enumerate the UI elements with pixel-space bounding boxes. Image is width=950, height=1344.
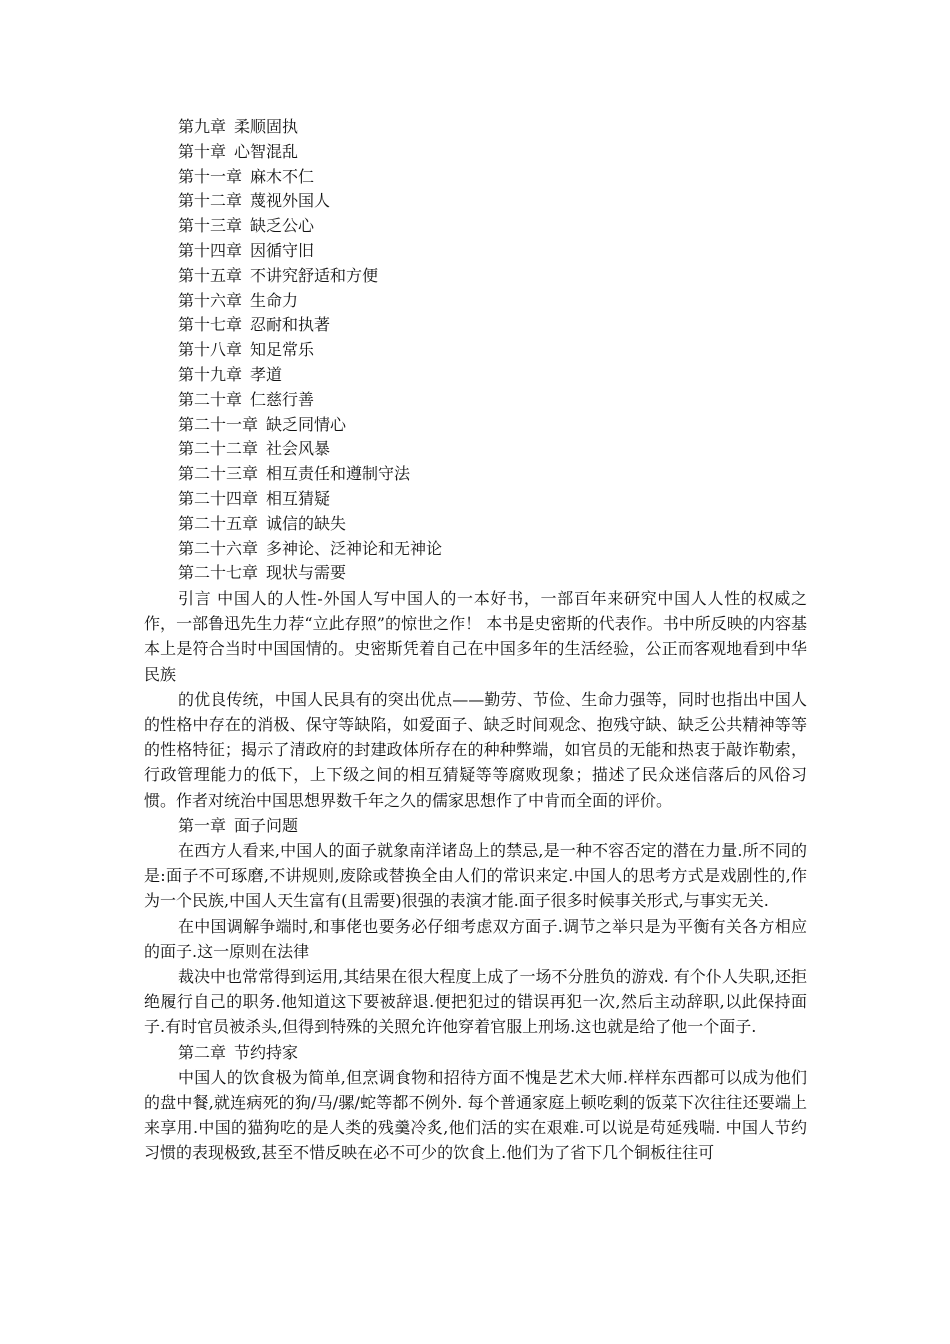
body-text [144, 586, 807, 1166]
toc-entry [178, 165, 818, 190]
toc-chapter-number: 第二十七章 [178, 563, 259, 583]
toc-chapter-title: 缺乏公心 [250, 216, 315, 236]
chapter-paragraph: 中国人的饮食极为简单,但烹调食物和招待方面不愧是艺术大师.样样东西都可以成为他们的盘中餐,就连病死的狗/马/骡/蛇等都不例外. 每个普通家庭上顿吃剩的饭菜下次往往还要端上来享用.中国的猫狗吃的是人类的残羹冷炙,他们活的实在艰难.可以说是苟延残喘. 中国人节约习惯的表现极致,甚至不惜反映在必不可少的饮食上.他们为了省下几个铜板往往可 [144, 1067, 807, 1163]
toc-chapter-title: 忍耐和执著 [250, 315, 331, 335]
toc-chapter-title: 现状与需要 [266, 563, 347, 583]
toc-chapter-number: 第十二章 [178, 191, 243, 211]
toc-chapter-title: 麻木不仁 [250, 166, 315, 186]
toc-chapter-title: 多神论、泛神论和无神论 [266, 538, 443, 558]
toc-chapter-title: 仁慈行善 [250, 389, 315, 409]
toc-chapter-number: 第十一章 [178, 166, 243, 186]
toc-entry [178, 413, 818, 438]
toc-entry [178, 264, 818, 289]
toc-entry [178, 537, 818, 562]
toc-chapter-number: 第十三章 [178, 216, 243, 236]
chapter-paragraph: 在西方人看来,中国人的面子就象南洋诸岛上的禁忌,是一种不容否定的潜在力量.所不同的是:面子不可琢磨,不讲规则,废除或替换全由人们的常识来定.中国人的思考方式是戏剧性的,作为一个民族,中国人天生富有(且需要)很强的表演才能.面子很多时候事关形式,与事实无关. [144, 841, 807, 911]
toc-chapter-number: 第二十一章 [178, 414, 259, 434]
toc-entry [178, 338, 818, 363]
chapter-paragraph: 裁决中也常常得到运用,其结果在很大程度上成了一场不分胜负的游戏. 有个仆人失职,还拒绝履行自己的职务.他知道这下要被辞退.便把犯过的错误再犯一次,然后主动辞职,以此保持面子.有时官员被杀头,但得到特殊的关照允许他穿着官服上刑场.这也就是给了他一个面子. [144, 967, 807, 1037]
chapter-heading [144, 813, 807, 838]
toc-entry [178, 487, 818, 512]
toc-chapter-number: 第二十六章 [178, 538, 259, 558]
toc-chapter-number: 第十六章 [178, 290, 243, 310]
chapter-paragraph: 在中国调解争端时,和事佬也要务必仔细考虑双方面子.调节之举只是为平衡有关各方相应的面子.这一原则在法律 [144, 916, 807, 961]
toc-entry [178, 140, 818, 165]
toc-chapter-title: 知足常乐 [250, 340, 315, 360]
toc-chapter-number: 第二十章 [178, 389, 243, 409]
toc-chapter-number: 第十五章 [178, 265, 243, 285]
toc-entry [178, 462, 818, 487]
table-of-contents [178, 115, 818, 586]
chapter-title: 节约持家 [234, 1042, 299, 1062]
toc-entry [178, 363, 818, 388]
toc-entry [178, 437, 818, 462]
toc-entry [178, 289, 818, 314]
toc-chapter-title: 相互责任和遵制守法 [266, 464, 411, 484]
toc-entry [178, 313, 818, 338]
toc-chapter-title: 生命力 [250, 290, 299, 310]
toc-chapter-title: 柔顺固执 [234, 117, 299, 136]
toc-chapter-number: 第二十五章 [178, 513, 259, 533]
toc-entry [178, 512, 818, 537]
chapter-title: 面子问题 [234, 815, 299, 835]
chapter-number: 第二章 [178, 1042, 227, 1062]
toc-chapter-title: 不讲究舒适和方便 [250, 265, 379, 285]
toc-chapter-number: 第十九章 [178, 364, 243, 384]
toc-entry [178, 115, 818, 140]
toc-chapter-number: 第二十二章 [178, 439, 259, 459]
toc-chapter-title: 孝道 [250, 364, 283, 384]
toc-chapter-number: 第十章 [178, 141, 227, 161]
toc-chapter-title: 因循守旧 [250, 240, 315, 260]
toc-chapter-number: 第九章 [178, 117, 227, 136]
chapter-number: 第一章 [178, 815, 227, 835]
intro-paragraph-continued: 的优良传统，中国人民具有的突出优点——勤劳、节俭、生命力强等，同时也指出中国人的性格中存在的消极、保守等缺陷，如爱面子、缺乏时间观念、抱残守缺、缺乏公共精神等等的性格特征；揭示了清政府的封建政体所存在的种种弊端，如官员的无能和热衷于敲诈勒索，行政管理能力的低下，上下级之间的相互猜疑等等腐败现象；描述了民众迷信落后的风俗习惯。作者对统治中国思想界数千年之久的儒家思想作了中肯而全面的评价。 [144, 689, 807, 810]
toc-chapter-title: 相互猜疑 [266, 488, 331, 508]
toc-entry [178, 239, 818, 264]
toc-chapter-title: 缺乏同情心 [266, 414, 347, 434]
toc-chapter-title: 蔑视外国人 [250, 191, 331, 211]
intro-paragraph: 引言 中国人的人性-外国人写中国人的一本好书，一部百年来研究中国人人性的权威之作，一部鲁迅先生力荐“立此存照”的惊世之作！ 本书是史密斯的代表作。书中所反映的内容基本上是符合当时中国国情的。史密斯凭着自己在中国多年的生活经验，公正而客观地看到中华民族 [144, 589, 807, 684]
toc-chapter-number: 第十七章 [178, 315, 243, 335]
chapter-heading [144, 1040, 807, 1065]
toc-entry [178, 214, 818, 239]
toc-chapter-number: 第二十三章 [178, 464, 259, 484]
toc-chapter-number: 第十四章 [178, 240, 243, 260]
toc-entry [178, 561, 818, 586]
toc-chapter-number: 第二十四章 [178, 488, 259, 508]
toc-chapter-title: 诚信的缺失 [266, 513, 347, 533]
toc-entry [178, 189, 818, 214]
toc-chapter-title: 社会风暴 [266, 439, 331, 459]
toc-entry [178, 388, 818, 413]
toc-chapter-title: 心智混乱 [234, 141, 299, 161]
toc-chapter-number: 第十八章 [178, 340, 243, 360]
